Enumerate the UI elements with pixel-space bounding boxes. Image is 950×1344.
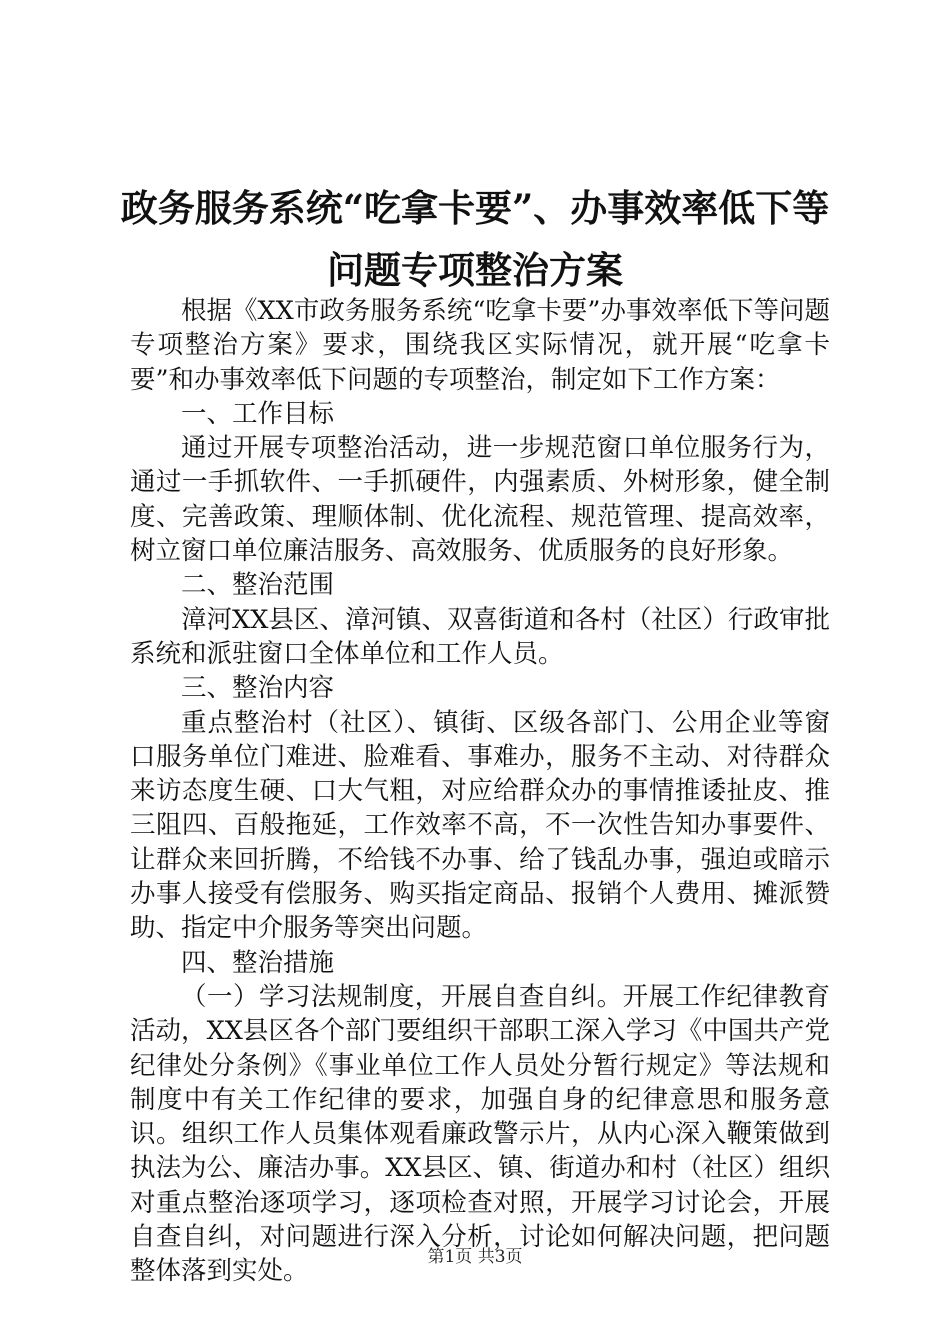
paragraph-scope: 漳河XX县区、漳河镇、双喜街道和各村（社区）行政审批系统和派驻窗口全体单位和工作人员。 [130, 604, 830, 669]
page-footer: 第1页 共3页 [427, 1247, 523, 1267]
document-title-line-1: 政务服务系统“吃拿卡要”、办事效率低下等 [120, 186, 830, 230]
section-heading-content: 三、整治内容 [181, 673, 335, 704]
document-body [130, 294, 830, 1289]
paragraph-intro: 根据《XX市政务服务系统“吃拿卡要”办事效率低下等问题专项整治方案》要求，围绕我区实际情况，就开展“吃拿卡要”和办事效率低下问题的专项整治，制定如下工作方案： [130, 296, 830, 395]
section-heading-scope: 二、整治范围 [181, 570, 335, 601]
document-title-line-2: 问题专项整治方案 [327, 248, 623, 292]
section-heading-goal: 一、工作目标 [181, 398, 335, 429]
paragraph-goal: 通过开展专项整治活动，进一步规范窗口单位服务行为，通过一手抓软件、一手抓硬件，内强素质、外树形象，健全制度、完善政策、理顺体制、优化流程、规范管理、提高效率，树立窗口单位廉洁服务、高效服务、优质服务的良好形象。 [130, 433, 830, 567]
section-heading-measures: 四、整治措施 [181, 947, 335, 978]
paragraph-measures-1: （一）学习法规制度，开展自查自纠。开展工作纪律教育活动，XX县区各个部门要组织干部职工深入学习《中国共产党纪律处分条例》《事业单位工作人员处分暂行规定》等法规和制度中有关工作纪律的要求，加强自身的纪律意思和服务意识。组织工作人员集体观看廉政警示片，从内心深入鞭策做到执法为公、廉洁办事。XX县区、镇、街道办和村（社区）组织对重点整治逐项学习，逐项检查对照，开展学习讨论会，开展自查自纠，对问题进行深入分析，讨论如何解决问题，把问题整体落到实处。 [130, 981, 830, 1287]
paragraph-content: 重点整治村（社区）、镇街、区级各部门、公用企业等窗口服务单位门难进、脸难看、事难办，服务不主动、对待群众来访态度生硬、口大气粗，对应给群众办的事情推诿扯皮、推三阻四、百般拖延，工作效率不高，不一次性告知办事要件、让群众来回折腾，不给钱不办事、给了钱乱办事，强迫或暗示办事人接受有偿服务、购买指定商品、报销个人费用、摊派赞助、指定中介服务等突出问题。 [130, 707, 830, 944]
